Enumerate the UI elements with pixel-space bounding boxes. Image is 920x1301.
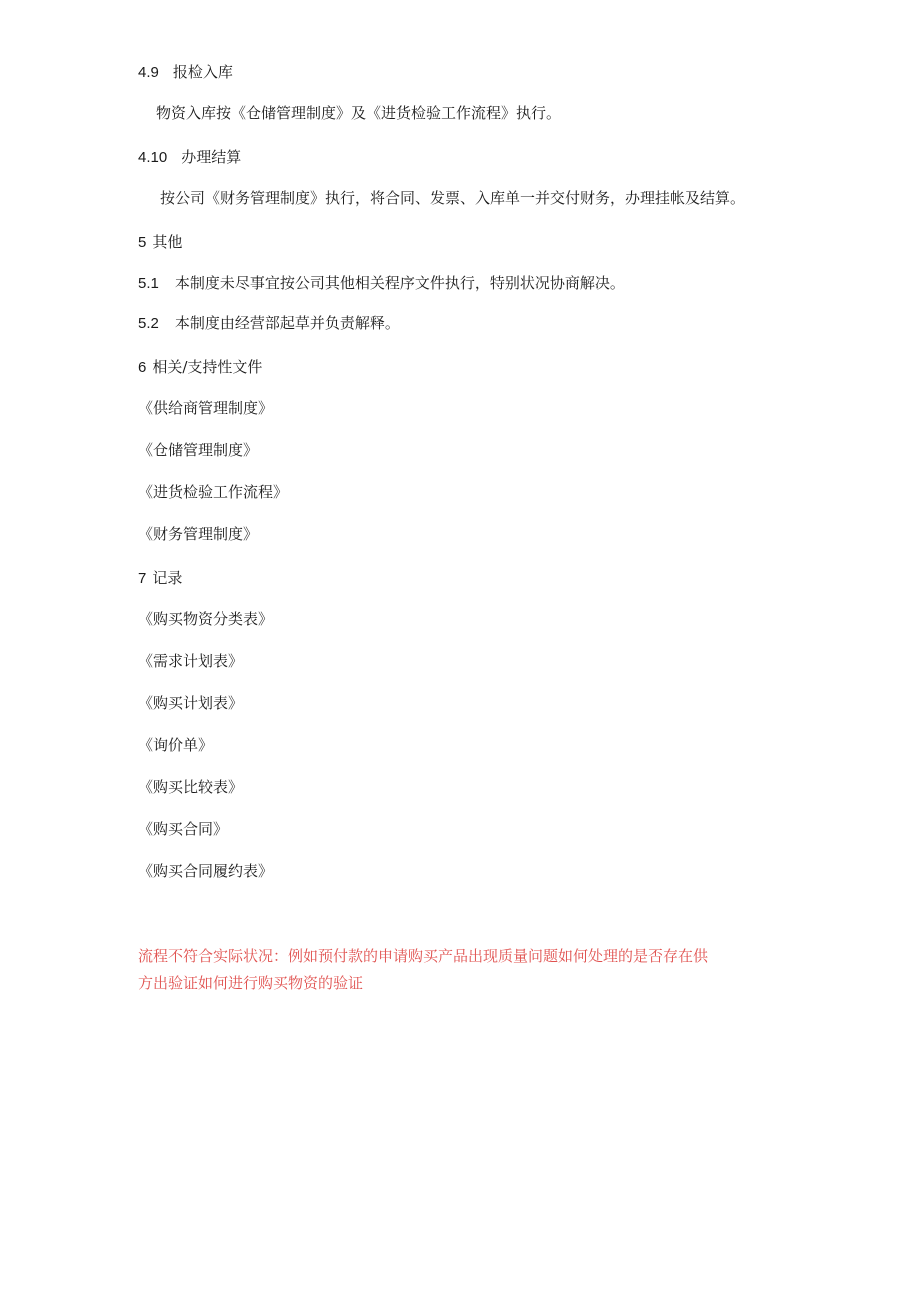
section-body-4-10: 按公司《财务管理制度》执行，将合同、发票、入库单一并交付财务，办理挂帐及结算。 — [160, 189, 746, 207]
list-item: 《购买合同履约表》 — [138, 862, 274, 880]
section-heading-4-10 — [138, 147, 241, 168]
section-title: 记录 — [152, 569, 183, 587]
list-item: 《进货检验工作流程》 — [138, 483, 289, 501]
section-body-4-9: 物资入库按《仓储管理制度》及《进货检验工作流程》执行。 — [156, 104, 562, 122]
section-title: 办理结算 — [181, 148, 242, 166]
section-title: 其他 — [152, 233, 183, 251]
section-title: 报检入库 — [172, 63, 233, 81]
section-number: 7 — [138, 570, 147, 587]
clause-number: 5.2 — [138, 315, 159, 332]
review-note-line-1: 流程不符合实际状况：例如预付款的申请购买产品出现质量问题如何处理的是否存在供 — [138, 947, 709, 965]
clause-number: 5.1 — [138, 275, 159, 292]
clause-5-1 — [138, 273, 625, 294]
list-item: 《购买计划表》 — [138, 694, 244, 712]
review-note-line-2: 方出验证如何进行购买物资的验证 — [138, 974, 364, 992]
section-heading-6 — [138, 357, 262, 378]
section-heading-7 — [138, 568, 182, 589]
section-number: 6 — [138, 359, 147, 376]
list-item: 《询价单》 — [138, 736, 214, 754]
section-heading-4-9 — [138, 62, 233, 83]
section-title: 相关/支持性文件 — [152, 358, 263, 376]
list-item: 《购买合同》 — [138, 820, 229, 838]
section-number: 5 — [138, 234, 147, 251]
list-item: 《供给商管理制度》 — [138, 399, 274, 417]
list-item: 《需求计划表》 — [138, 652, 244, 670]
clause-text: 本制度未尽事宜按公司其他相关程序文件执行，特别状况协商解决。 — [174, 274, 625, 292]
section-number: 4.9 — [138, 64, 159, 81]
clause-5-2 — [138, 313, 400, 334]
list-item: 《购买比较表》 — [138, 778, 244, 796]
list-item: 《购买物资分类表》 — [138, 610, 274, 628]
section-heading-5 — [138, 232, 182, 253]
clause-text: 本制度由经营部起草并负责解释。 — [174, 314, 400, 332]
list-item: 《财务管理制度》 — [138, 525, 259, 543]
section-number: 4.10 — [138, 149, 168, 166]
list-item: 《仓储管理制度》 — [138, 441, 259, 459]
